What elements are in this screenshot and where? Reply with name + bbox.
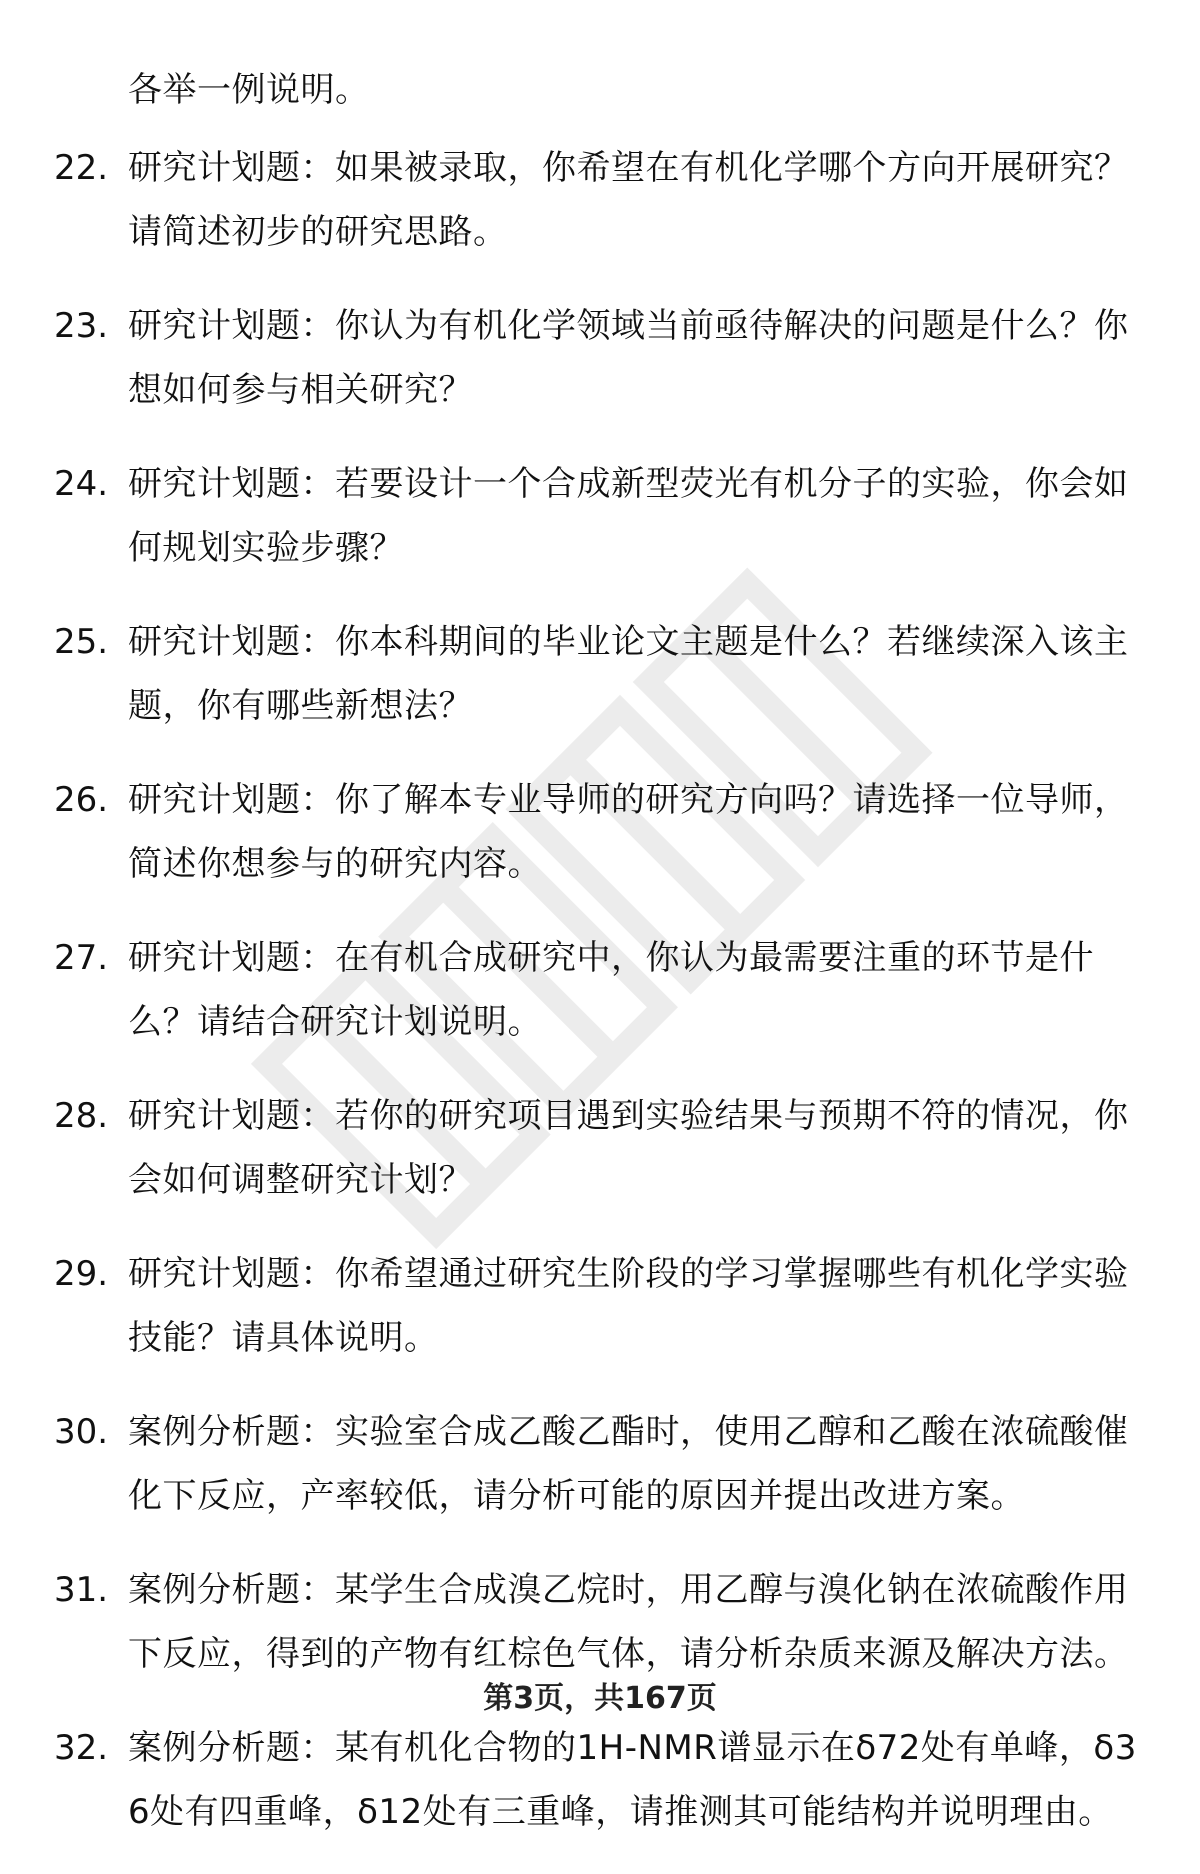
question-number: 25. [54, 622, 109, 662]
question-text: 案例分析题：某学生合成溴乙烷时，用乙醇与溴化钠在浓硫酸作用下反应，得到的产物有红棕色气体，请分析杂质来源及解决方法。 [128, 1570, 1129, 1674]
question-text: 研究计划题：若要设计一个合成新型荧光有机分子的实验，你会如何规划实验步骤？ [128, 464, 1129, 568]
question-list [0, 136, 1200, 1874]
question-number: 31. [54, 1570, 109, 1610]
question-number: 26. [54, 780, 109, 820]
question-text: 研究计划题：你本科期间的毕业论文主题是什么？若继续深入该主题，你有哪些新想法？ [128, 622, 1129, 726]
question-item [0, 1400, 1200, 1528]
question-text: 研究计划题：如果被录取，你希望在有机化学哪个方向开展研究？请简述初步的研究思路。 [128, 148, 1129, 252]
question-item [0, 294, 1200, 422]
question-item [0, 1558, 1200, 1686]
question-item [0, 768, 1200, 896]
question-item [0, 610, 1200, 738]
question-item [0, 1242, 1200, 1370]
question-text: 研究计划题：你希望通过研究生阶段的学习掌握哪些有机化学实验技能？请具体说明。 [128, 1254, 1129, 1358]
question-number: 27. [54, 938, 109, 978]
question-number: 30. [54, 1412, 109, 1452]
page-footer: 第3页，共167页 [483, 1681, 717, 1716]
question-number: 24. [54, 464, 109, 504]
question-text: 研究计划题：你认为有机化学领域当前亟待解决的问题是什么？你想如何参与相关研究？ [128, 306, 1129, 410]
question-item [0, 452, 1200, 580]
question-item [0, 1084, 1200, 1212]
question-number: 28. [54, 1096, 109, 1136]
question-text: 案例分析题：实验室合成乙酸乙酯时，使用乙醇和乙酸在浓硫酸催化下反应，产率较低，请分析可能的原因并提出改进方案。 [128, 1412, 1129, 1516]
question-text: 案例分析题：某有机化合物的1H-NMR谱显示在δ72处有单峰，δ36处有四重峰，δ12处有三重峰，请推测其可能结构并说明理由。 [128, 1728, 1137, 1832]
question-text: 研究计划题：在有机合成研究中，你认为最需要注重的环节是什么？请结合研究计划说明。 [128, 938, 1094, 1042]
question-number: 23. [54, 306, 109, 346]
question-number: 22. [54, 148, 109, 188]
question-text: 研究计划题：若你的研究项目遇到实验结果与预期不符的情况，你会如何调整研究计划？ [128, 1096, 1129, 1200]
question-item [0, 136, 1200, 264]
question-number: 32. [54, 1728, 109, 1768]
question-item [0, 1716, 1200, 1844]
continuation-text: 各举一例说明。 [128, 70, 370, 110]
question-item [0, 926, 1200, 1054]
question-text: 研究计划题：你了解本专业导师的研究方向吗？请选择一位导师，简述你想参与的研究内容。 [128, 780, 1129, 884]
question-number: 29. [54, 1254, 109, 1294]
